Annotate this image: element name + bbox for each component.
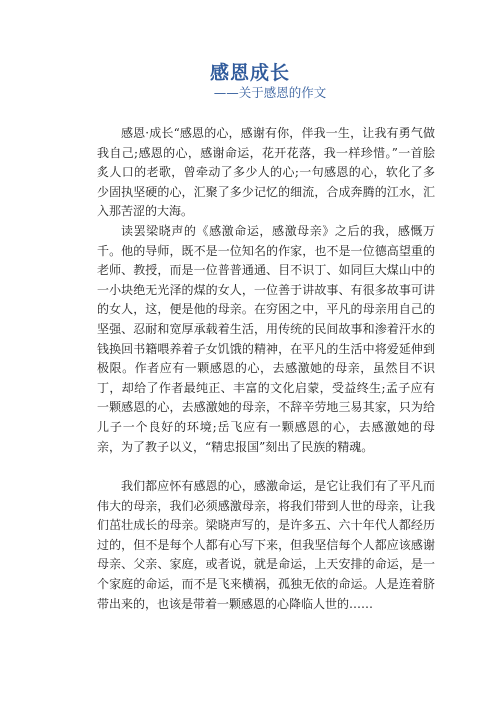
paragraph-2: 读罢梁晓声的《感激命运，感激母亲》之后的我，感慨万千。他的导师，既不是一位知名的作家，也不是一位德高望重的老师、教授，而是一位普普通通、目不识丁、如同巨大煤山中的一小块绝无光泽的煤的女人，一位善于讲故事、有很多故事可讲的女人，这，便是他的母亲。在穷困之中，平凡的母亲用自己的坚强、忍耐和宽厚承载着生活，用传统的民间故事和渗着汗水的钱换回书籍喂养着子女饥饿的精神，在平凡的生活中将爱延伸到极限。作者应有一颗感恩的心，去感激她的母亲，虽然目不识丁，却给了作者最纯正、丰富的文化启蒙，受益终生;孟子应有一颗感恩的心，去感激她的母亲，不辞辛劳地三易其家，只为给儿子一个良好的环境;岳飞应有一颗感恩的心，去感激她的母亲，为了教子以义，“精忠报国”刻出了民族的精魂。	[97, 223, 435, 454]
document-title: 感恩成长	[209, 62, 290, 84]
paragraph-3: 我们都应怀有感恩的心，感激命运，是它让我们有了平凡而伟大的母亲，我们必须感激母亲，将我们带到人世的母亲，让我们茁壮成长的母亲。梁晓声写的，是许多五、六十年代人都经历过的，但不是每个人都有心写下来，但我坚信每个人都应该感谢母亲、父亲、家庭，或者说，就是命运，上天安排的命运，是一个家庭的命运，而不是飞来横祸，孤独无依的命运。人是连着脐带出来的，也该是带着一颗感恩的心降临人世的……	[97, 479, 435, 611]
paragraph-1: 感恩·成长“感恩的心，感谢有你，伴我一生，让我有勇气做我自己;感恩的心，感谢命运，花开花落，我一样珍惜。”一首脍炙人口的老歌，曾牵动了多少人的心;一句感恩的心，软化了多少固执坚硬的心，汇聚了多少记忆的细流，合成奔腾的江水，汇入那苦涩的大海。	[97, 126, 435, 219]
document-body	[97, 124, 435, 614]
document-subtitle: ——关于感恩的作文	[213, 85, 327, 100]
